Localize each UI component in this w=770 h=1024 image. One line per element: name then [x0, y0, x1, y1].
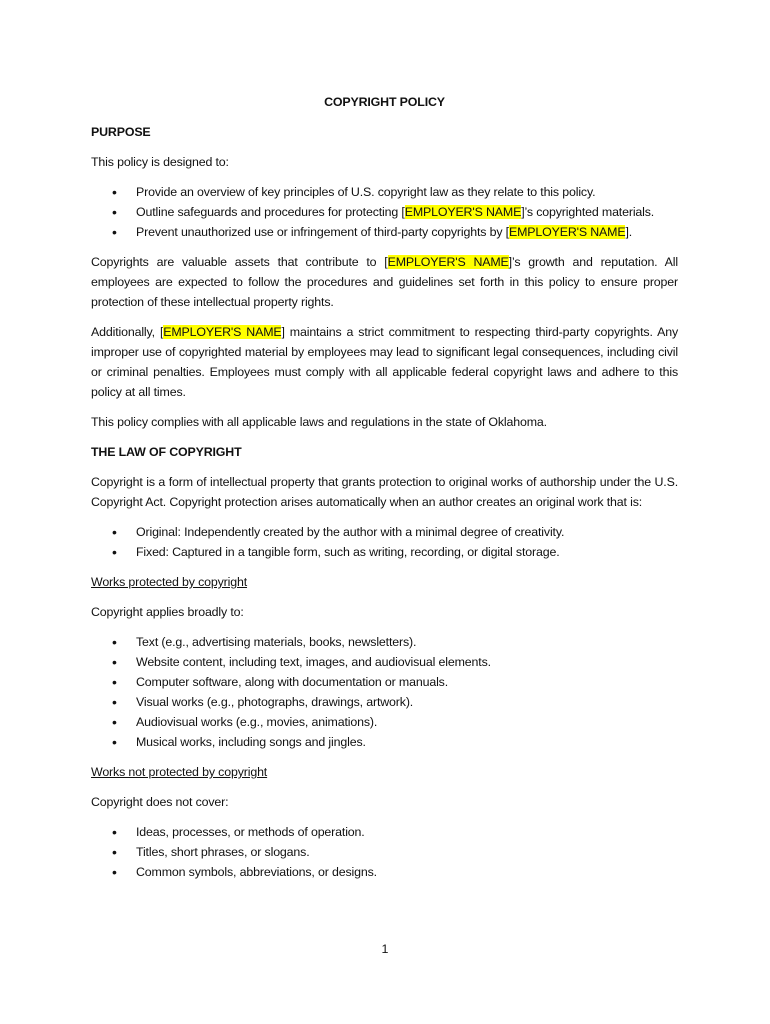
purpose-intro: This policy is designed to:	[91, 155, 229, 169]
list-item: • Titles, short phrases, or slogans.	[91, 842, 678, 862]
section-heading-law: THE LAW OF COPYRIGHT	[91, 445, 242, 459]
law-bullet-list	[91, 522, 678, 562]
list-item: • Computer software, along with documentation or manuals.	[91, 672, 678, 692]
not-protected-bullet-list	[91, 822, 678, 882]
list-item: • Website content, including text, images, and audiovisual elements.	[91, 652, 678, 672]
list-item: • Prevent unauthorized use or infringement of third-party copyrights by [EMPLOYER'S NAME].	[91, 222, 678, 242]
purpose-bullet-list	[91, 182, 678, 242]
list-item: • Ideas, processes, or methods of operation.	[91, 822, 678, 842]
section-heading-purpose: PURPOSE	[91, 125, 151, 139]
list-item: • Provide an overview of key principles of U.S. copyright law as they relate to this policy.	[91, 182, 678, 202]
employer-name-placeholder: EMPLOYER'S NAME	[163, 325, 282, 339]
list-item: • Common symbols, abbreviations, or designs.	[91, 862, 678, 882]
list-item: • Audiovisual works (e.g., movies, animations).	[91, 712, 678, 732]
protected-intro: Copyright applies broadly to:	[91, 605, 244, 619]
employer-name-placeholder: EMPLOYER'S NAME	[404, 205, 522, 219]
list-item: • Fixed: Captured in a tangible form, such as writing, recording, or digital storage.	[91, 542, 678, 562]
law-paragraph: Copyright is a form of intellectual property that grants protection to original works of authorship under the U.S. Copyright Act. Copyright protection arises automatically when an author creates an original work that is:	[91, 475, 678, 509]
list-item: • Visual works (e.g., photographs, drawings, artwork).	[91, 692, 678, 712]
list-item: • Text (e.g., advertising materials, books, newsletters).	[91, 632, 678, 652]
document-title: COPYRIGHT POLICY	[324, 95, 445, 109]
employer-name-placeholder: EMPLOYER'S NAME	[387, 255, 509, 269]
purpose-paragraph-3: This policy complies with all applicable laws and regulations in the state of Oklahoma.	[91, 415, 547, 429]
purpose-paragraph-2: Additionally, [EMPLOYER'S NAME] maintains a strict commitment to respecting third-party copyrights. Any improper use of copyrighted material by employees may lead to significant legal consequences, including civil or criminal penalties. Employees must comply with all applicable federal copyright laws and adhere to this policy at all times.	[91, 325, 678, 399]
list-item: • Musical works, including songs and jingles.	[91, 732, 678, 752]
employer-name-placeholder: EMPLOYER'S NAME	[508, 225, 626, 239]
purpose-paragraph-1: Copyrights are valuable assets that contribute to [EMPLOYER'S NAME]’s growth and reputation. All employees are expected to follow the procedures and guidelines set forth in this policy to ensure proper protection of these intellectual property rights.	[91, 255, 678, 309]
protected-bullet-list	[91, 632, 678, 752]
list-item: • Original: Independently created by the author with a minimal degree of creativity.	[91, 522, 678, 542]
list-item: • Outline safeguards and procedures for protecting [EMPLOYER'S NAME]’s copyrighted materials.	[91, 202, 678, 222]
subheading-protected: Works protected by copyright	[91, 575, 248, 589]
page-number: 1	[381, 942, 389, 956]
document-body	[91, 92, 678, 892]
not-protected-intro: Copyright does not cover:	[91, 795, 229, 809]
subheading-not-protected: Works not protected by copyright	[91, 765, 268, 779]
